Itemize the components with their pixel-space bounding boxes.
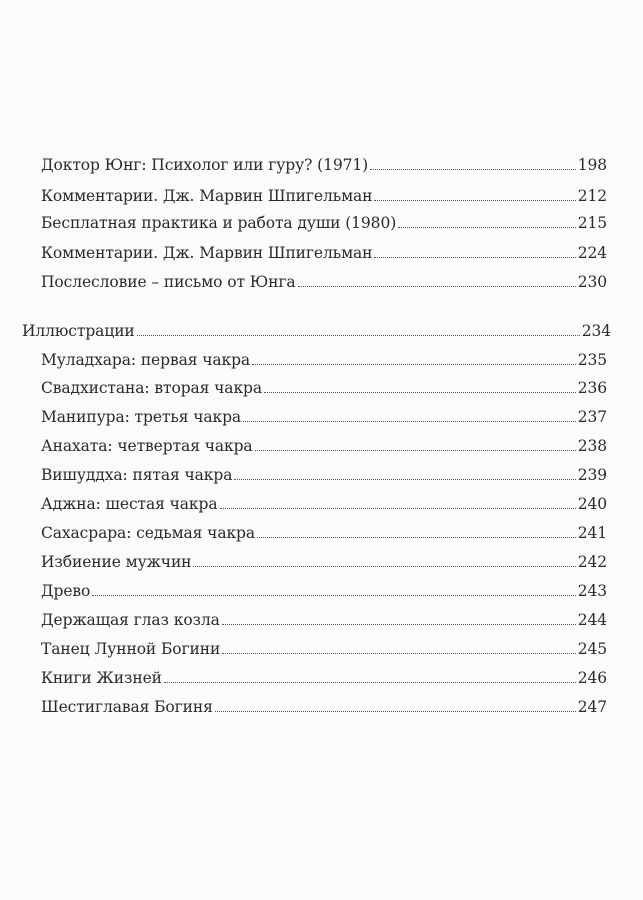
illustration-page: 241 [577,524,607,542]
dot-leader [137,335,580,336]
illustration-item [41,665,607,687]
toc-entry-title: Комментарии. Дж. Марвин Шпигельман [41,187,373,205]
illustration-title: Анахата: четвертая чакра [41,437,253,455]
illustration-title: Сахасрара: седьмая чакра [41,524,256,542]
illustration-title: Книги Жизней [41,669,162,687]
dot-leader [243,421,576,422]
illustration-page: 239 [577,466,607,484]
illustration-page: 242 [577,553,607,571]
dot-leader [252,364,576,365]
dot-leader [374,257,575,258]
dot-leader [222,624,576,625]
toc-section-page: 234 [581,322,611,340]
toc-section-title: Иллюстрации [22,322,135,340]
illustration-page: 243 [577,582,607,600]
toc-entry-title: Бесплатная практика и работа души (1980) [41,214,397,232]
toc-entry-title: Послесловие – письмо от Юнга [41,273,296,291]
toc-entry [41,183,607,205]
toc-entry-page: 212 [577,187,607,205]
illustration-item [41,549,607,571]
illustration-page: 245 [577,640,607,658]
illustration-title: Муладхара: первая чакра [41,351,251,369]
dot-leader [257,537,576,538]
illustration-item [41,578,607,600]
dot-leader [222,653,575,654]
illustration-title: Держащая глаз козла [41,611,220,629]
illustration-item [41,404,607,426]
toc-entry-page: 215 [577,214,607,232]
illustration-item [41,347,607,369]
toc-entry [41,210,607,232]
dot-leader [92,595,575,596]
dot-leader [255,450,576,451]
illustration-page: 237 [577,408,607,426]
illustration-title: Танец Лунной Богини [41,640,221,658]
illustration-title: Шестиглавая Богиня [41,698,213,716]
dot-leader [398,227,576,228]
illustration-page: 240 [577,495,607,513]
toc-entry-page: 224 [577,244,607,262]
dot-leader [370,169,576,170]
toc-entry-title: Комментарии. Дж. Марвин Шпигельман [41,244,373,262]
illustration-item [41,433,607,455]
toc-entry [41,240,607,262]
illustration-item [41,491,607,513]
dot-leader [298,286,576,287]
illustration-title: Свадхистана: вторая чакра [41,379,263,397]
illustration-item [41,375,607,397]
illustration-title: Вишуддха: пятая чакра [41,466,233,484]
dot-leader [164,682,576,683]
illustration-item [41,694,607,716]
illustration-page: 247 [577,698,607,716]
dot-leader [264,392,576,393]
illustration-page: 246 [577,669,607,687]
illustration-title: Древо [41,582,91,600]
illustration-page: 236 [577,379,607,397]
toc-entry-page: 230 [577,273,607,291]
illustration-title: Избиение мужчин [41,553,192,571]
toc-section-illustrations [22,318,611,340]
dot-leader [215,711,576,712]
toc-entry-page: 198 [577,156,607,174]
illustration-item [41,607,607,629]
toc-entry [41,269,607,291]
dot-leader [193,566,575,567]
dot-leader [234,479,575,480]
illustration-title: Манипура: третья чакра [41,408,242,426]
illustration-item [41,462,607,484]
toc-entry [41,152,607,174]
dot-leader [220,508,576,509]
illustration-page: 238 [577,437,607,455]
illustration-title: Аджна: шестая чакра [41,495,218,513]
dot-leader [374,200,575,201]
toc-entry-title: Доктор Юнг: Психолог или гуру? (1971) [41,156,369,174]
illustration-page: 235 [577,351,607,369]
illustration-page: 244 [577,611,607,629]
illustration-item [41,636,607,658]
illustration-item [41,520,607,542]
